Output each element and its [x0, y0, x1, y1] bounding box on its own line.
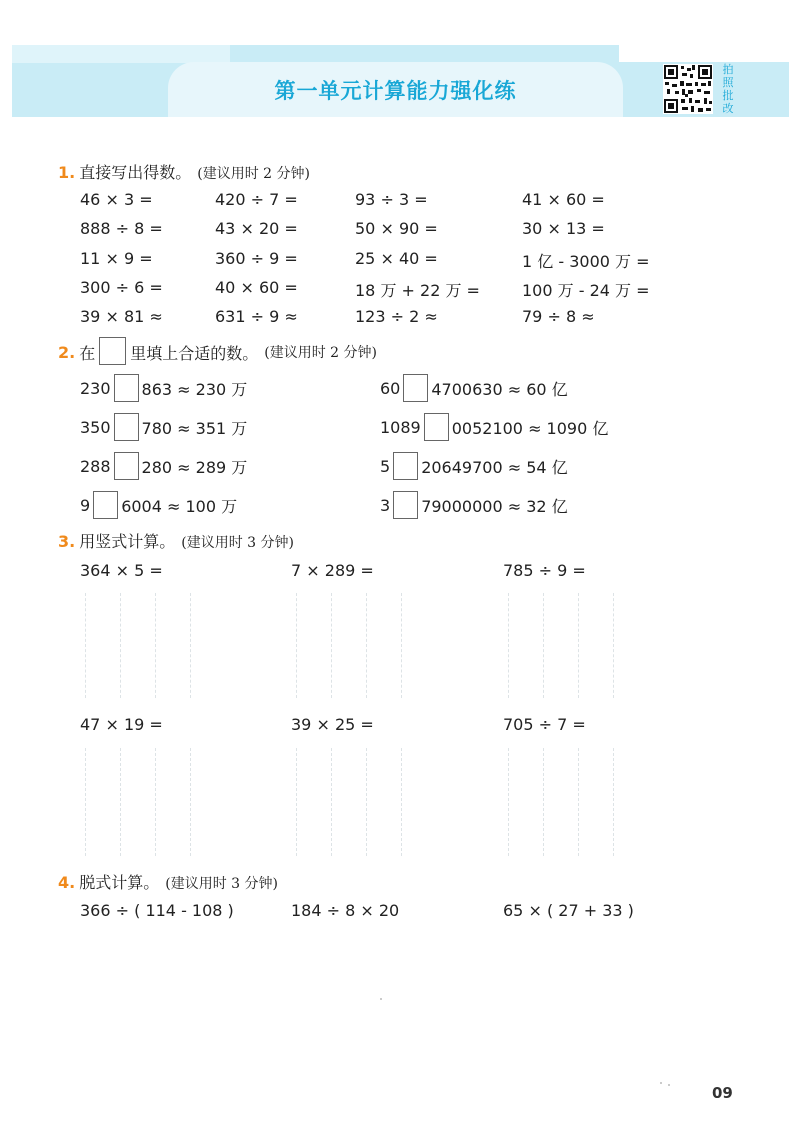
- guide-line: [120, 748, 121, 856]
- section-number: 2.: [58, 342, 76, 362]
- time-hint: (建议用时 2 分钟): [264, 345, 377, 361]
- answer-box-sample: [99, 337, 126, 365]
- guide-line: [331, 593, 332, 698]
- time-hint: (建议用时 3 分钟): [165, 876, 278, 892]
- qr-code-icon[interactable]: [663, 64, 713, 114]
- problem: 300 ÷ 6 =: [80, 278, 163, 297]
- guide-line: [543, 748, 544, 856]
- fill-problem: 230 863 ≈ 230 万: [80, 373, 247, 403]
- guide-line: [331, 748, 332, 856]
- scan-speck: [668, 1084, 670, 1086]
- section-number: 1.: [58, 163, 76, 182]
- time-hint: (建议用时 2 分钟): [197, 166, 310, 182]
- time-hint: (建议用时 3 分钟): [181, 535, 294, 551]
- answer-box[interactable]: [393, 452, 418, 480]
- guide-line: [613, 593, 614, 698]
- section-1-title: 1. 直接写出得数。 (建议用时 2 分钟): [58, 163, 310, 182]
- problem: 366 ÷ ( 114 - 108 ): [80, 901, 234, 920]
- page-title: 第一单元计算能力强化练: [274, 79, 517, 103]
- problem: 39 × 81 ≈: [80, 307, 163, 326]
- qr-caption: 拍 照 批 改: [722, 63, 734, 115]
- guide-line: [366, 748, 367, 856]
- header-band-highlight: [12, 45, 230, 63]
- problem: 46 × 3 =: [80, 190, 153, 209]
- problem: 420 ÷ 7 =: [215, 190, 298, 209]
- problem: 7 × 289 =: [291, 561, 374, 580]
- fill-problem: 5 20649700 ≈ 54 亿: [380, 451, 568, 481]
- problem: 705 ÷ 7 =: [503, 715, 586, 734]
- problem: 11 × 9 =: [80, 249, 153, 268]
- guide-line: [508, 593, 509, 698]
- section-number: 4.: [58, 873, 76, 892]
- page-number: 09: [712, 1084, 733, 1102]
- guide-line: [543, 593, 544, 698]
- problem: 47 × 19 =: [80, 715, 163, 734]
- problem: 888 ÷ 8 =: [80, 219, 163, 238]
- guide-line: [155, 593, 156, 698]
- section-3-title: 3. 用竖式计算。 (建议用时 3 分钟): [58, 532, 294, 551]
- problem: 50 × 90 =: [355, 219, 438, 238]
- problem: 631 ÷ 9 ≈: [215, 307, 298, 326]
- guide-line: [578, 748, 579, 856]
- scan-speck: [380, 998, 382, 1000]
- problem: 79 ÷ 8 ≈: [522, 307, 595, 326]
- guide-line: [296, 593, 297, 698]
- guide-line: [120, 593, 121, 698]
- problem: 123 ÷ 2 ≈: [355, 307, 438, 326]
- fill-problem: 60 4700630 ≈ 60 亿: [380, 373, 568, 403]
- section-2-title: 2. 在 里填上合适的数。 (建议用时 2 分钟): [58, 339, 377, 365]
- problem: 39 × 25 =: [291, 715, 374, 734]
- answer-box[interactable]: [114, 413, 139, 441]
- fill-problem: 3 79000000 ≈ 32 亿: [380, 490, 568, 520]
- guide-line: [296, 748, 297, 856]
- guide-line: [85, 748, 86, 856]
- problem: 18 万 + 22 万 =: [355, 281, 480, 300]
- guide-line: [155, 748, 156, 856]
- guide-line: [85, 593, 86, 698]
- problem: 40 × 60 =: [215, 278, 298, 297]
- problem: 1 亿 - 3000 万 =: [522, 252, 650, 271]
- problem: 100 万 - 24 万 =: [522, 281, 650, 300]
- answer-box[interactable]: [93, 491, 118, 519]
- fill-problem: 350 780 ≈ 351 万: [80, 412, 247, 442]
- answer-box[interactable]: [403, 374, 428, 402]
- problem: 43 × 20 =: [215, 219, 298, 238]
- fill-problem: 1089 0052100 ≈ 1090 亿: [380, 412, 608, 442]
- fill-problem: 288 280 ≈ 289 万: [80, 451, 247, 481]
- problem: 184 ÷ 8 × 20: [291, 901, 400, 920]
- section-4-title: 4. 脱式计算。 (建议用时 3 分钟): [58, 873, 278, 892]
- problem: 65 × ( 27 + 33 ): [503, 901, 634, 920]
- scan-speck: [660, 1082, 662, 1084]
- problem: 30 × 13 =: [522, 219, 605, 238]
- problem: 25 × 40 =: [355, 249, 438, 268]
- answer-box[interactable]: [424, 413, 449, 441]
- guide-line: [508, 748, 509, 856]
- problem: 364 × 5 =: [80, 561, 163, 580]
- problem: 41 × 60 =: [522, 190, 605, 209]
- problem: 785 ÷ 9 =: [503, 561, 586, 580]
- fill-problem: 9 6004 ≈ 100 万: [80, 490, 237, 520]
- guide-line: [578, 593, 579, 698]
- guide-line: [190, 748, 191, 856]
- guide-line: [401, 593, 402, 698]
- problem: 93 ÷ 3 =: [355, 190, 428, 209]
- guide-line: [190, 593, 191, 698]
- section-number: 3.: [58, 532, 76, 551]
- problem: 360 ÷ 9 =: [215, 249, 298, 268]
- guide-line: [613, 748, 614, 856]
- answer-box[interactable]: [114, 452, 139, 480]
- guide-line: [366, 593, 367, 698]
- answer-box[interactable]: [114, 374, 139, 402]
- guide-line: [401, 748, 402, 856]
- answer-box[interactable]: [393, 491, 418, 519]
